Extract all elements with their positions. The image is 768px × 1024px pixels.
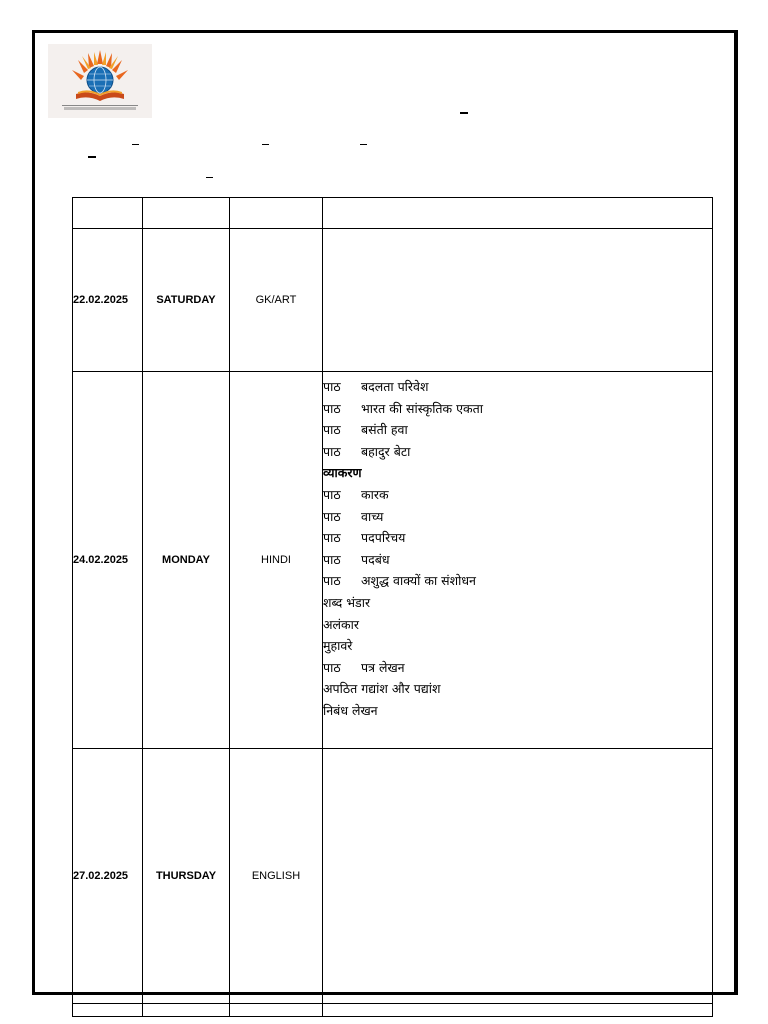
table-row — [73, 749, 713, 1004]
exam-date: 27.02.2025 — [73, 749, 143, 1004]
syllabus-text: अशुद्ध वाक्यों का संशोधन — [361, 573, 476, 589]
syllabus-line — [323, 614, 712, 636]
empty-cell — [143, 1004, 230, 1017]
syllabus-text: शब्द भंडार — [323, 594, 371, 610]
header-cell-date — [73, 198, 143, 229]
syllabus-prefix: पाठ — [323, 400, 341, 416]
exam-syllabus — [323, 229, 713, 372]
syllabus-line — [323, 376, 712, 398]
syllabus-line — [323, 398, 712, 420]
exam-subject: ENGLISH — [230, 749, 323, 1004]
exam-syllabus — [323, 372, 713, 749]
syllabus-text: पत्र लेखन — [361, 659, 405, 675]
exam-date: 22.02.2025 — [73, 229, 143, 372]
empty-cell — [323, 1004, 713, 1017]
header-cell-day — [143, 198, 230, 229]
exam-day: SATURDAY — [143, 229, 230, 372]
exam-date: 24.02.2025 — [73, 372, 143, 749]
exam-subject: GK/ART — [230, 229, 323, 372]
syllabus-line — [323, 419, 712, 441]
blank-field-mark — [360, 144, 367, 145]
page-border-left — [32, 30, 35, 995]
syllabus-prefix: पाठ — [323, 659, 341, 675]
syllabus-line — [323, 506, 712, 528]
syllabus-prefix: पाठ — [323, 422, 341, 438]
blank-field-mark — [262, 144, 269, 145]
syllabus-prefix: पाठ — [323, 530, 341, 546]
table-row — [73, 1004, 713, 1017]
syllabus-line — [323, 700, 712, 722]
syllabus-text: मुहावरे — [323, 638, 353, 654]
blank-field-mark — [206, 177, 213, 178]
page-border-top — [32, 30, 738, 33]
header-cell-syllabus — [323, 198, 713, 229]
page-border-right — [734, 30, 738, 995]
exam-syllabus — [323, 749, 713, 1004]
syllabus-text: बदलता परिवेश — [361, 379, 429, 394]
blank-field-mark — [88, 156, 96, 158]
empty-cell — [73, 1004, 143, 1017]
header-cell-subject — [230, 198, 323, 229]
syllabus-line — [323, 462, 712, 484]
syllabus-text: बसंती हवा — [361, 422, 408, 438]
syllabus-prefix: पाठ — [323, 443, 341, 459]
syllabus-text: अपठित गद्यांश और पद्यांश — [323, 681, 441, 697]
syllabus-text: भारत की सांस्कृतिक एकता — [361, 400, 484, 416]
syllabus-line — [323, 592, 712, 614]
syllabus-prefix: पाठ — [323, 486, 341, 502]
table-row — [73, 229, 713, 372]
syllabus-line — [323, 549, 712, 571]
syllabus-line — [323, 678, 712, 700]
syllabus-prefix: पाठ — [323, 379, 341, 394]
syllabus-line — [323, 570, 712, 592]
syllabus-line — [323, 635, 712, 657]
syllabus-line — [323, 441, 712, 463]
syllabus-prefix: पाठ — [323, 573, 341, 589]
blank-field-mark — [132, 144, 139, 145]
syllabus-prefix: पाठ — [323, 551, 341, 567]
exam-day: MONDAY — [143, 372, 230, 749]
syllabus-text: अलंकार — [323, 616, 359, 632]
syllabus-text: निबंध लेखन — [323, 702, 378, 718]
syllabus-line — [323, 657, 712, 679]
blank-field-mark — [460, 112, 468, 114]
syllabus-line — [323, 527, 712, 549]
empty-cell — [230, 1004, 323, 1017]
syllabus-text: कारक — [361, 486, 389, 502]
syllabus-text: पदबंध — [361, 551, 390, 567]
table-row — [73, 372, 713, 749]
school-logo — [48, 44, 152, 118]
syllabus-prefix: पाठ — [323, 508, 341, 524]
syllabus-text: पदपरिचय — [361, 530, 406, 546]
exam-schedule-table — [72, 197, 713, 1017]
syllabus-line — [323, 484, 712, 506]
exam-subject: HINDI — [230, 372, 323, 749]
syllabus-text: वाच्य — [361, 508, 384, 524]
syllabus-text: व्याकरण — [323, 465, 362, 481]
exam-day: THURSDAY — [143, 749, 230, 1004]
syllabus-text: बहादुर बेटा — [361, 443, 411, 459]
table-header-row — [73, 198, 713, 229]
